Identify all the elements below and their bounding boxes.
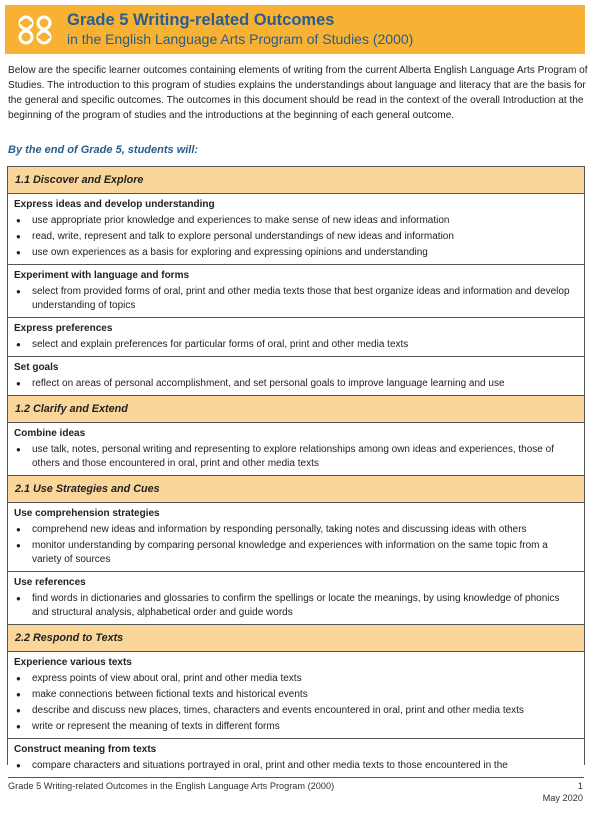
outcome-group: [8, 357, 584, 396]
outcome-bullet: [14, 443, 578, 471]
outcome-text: comprehend new ideas and information by responding personally, taking notes and discussing ideas with others: [32, 524, 527, 535]
bullet-icon: ●: [16, 690, 21, 699]
outcome-text: select and explain preferences for particular forms of oral, print and other media texts: [32, 339, 409, 350]
outcome-bullet: [14, 230, 578, 244]
outcome-group: [8, 423, 584, 476]
page-title: Grade 5 Writing-related Outcomes: [67, 11, 335, 29]
bullet-icon: ●: [16, 379, 21, 388]
bullet-icon: ●: [16, 706, 21, 715]
outcome-bullet: [14, 720, 578, 734]
footer-title: Grade 5 Writing-related Outcomes in the English Language Arts Program (2000): [8, 781, 335, 791]
outcome-text: monitor understanding by comparing personal knowledge and experiences with information on the same topic from a variety of sources: [32, 540, 548, 565]
intro-paragraph: Below are the specific learner outcomes containing elements of writing from the current Alberta English Language Arts Program of Studies. The introduction to this program of studies explains the understandings about language and literacy that are the basis for the general and specific outcomes. The outcomes in this document should be read in the context of the overall Introduction at the beginning of the program of studies and the introductions at the beginning of each general outcome.: [8, 65, 588, 121]
outcome-bullet: [14, 759, 578, 773]
outcome-text: make connections between fictional texts and historical events: [32, 689, 308, 700]
bullet-icon: ●: [16, 541, 21, 550]
outcome-text: use own experiences as a basis for exploring and expressing opinions and understanding: [32, 247, 428, 258]
section-heading: 1.1 Discover and Explore: [8, 167, 584, 194]
outcome-text: express points of view about oral, print and other media texts: [32, 673, 302, 684]
footer-date: May 2020: [542, 793, 583, 803]
outcome-group-title: Experiment with language and forms: [14, 270, 190, 281]
outcome-group: [8, 739, 584, 778]
bullet-icon: ●: [16, 232, 21, 241]
outcome-text: read, write, represent and talk to explore personal understandings of new ideas and information: [32, 231, 454, 242]
outcome-text: find words in dictionaries and glossaries to confirm the spellings or locate the meanings, by using knowledge of phonics and structural analysis, alphabetical order and guide words: [32, 593, 560, 618]
bullet-icon: ●: [16, 761, 21, 770]
outcome-bullet: [14, 672, 578, 686]
page-subtitle: in the English Language Arts Program of Studies (2000): [67, 31, 414, 47]
outcome-bullet: [14, 285, 578, 313]
outcome-bullet: [14, 377, 578, 391]
outcome-group: [8, 503, 584, 572]
outcome-group: [8, 572, 584, 625]
outcome-bullet: [14, 214, 578, 228]
outcome-text: use appropriate prior knowledge and experiences to make sense of new ideas and information: [32, 215, 450, 226]
bullet-icon: ●: [16, 340, 21, 349]
outcome-bullet: [14, 688, 578, 702]
bullet-icon: ●: [16, 525, 21, 534]
bullet-icon: ●: [16, 722, 21, 731]
bullet-icon: ●: [16, 216, 21, 225]
bullet-icon: ●: [16, 445, 21, 454]
outcome-bullet: [14, 592, 578, 620]
outcome-bullet: [14, 704, 578, 718]
outcome-text: describe and discuss new places, times, characters and events encountered in oral, print and other media texts: [32, 705, 524, 716]
alberta-education-logo-icon: [15, 10, 55, 50]
outcome-text: compare characters and situations portrayed in oral, print and other media texts to those encountered in the: [32, 760, 508, 771]
bullet-icon: ●: [16, 674, 21, 683]
outcome-bullet: [14, 246, 578, 260]
outcome-group: [8, 265, 584, 318]
outcome-group-title: Use references: [14, 577, 86, 588]
section-heading: 2.1 Use Strategies and Cues: [8, 476, 584, 503]
outcome-text: use talk, notes, personal writing and representing to explore relationships among own ideas and experiences, those of others and those encountered in oral, print and other media texts: [32, 444, 554, 469]
outcome-group-title: Set goals: [14, 362, 59, 373]
section-heading: 2.2 Respond to Texts: [8, 625, 584, 652]
outcome-group-title: Combine ideas: [14, 428, 86, 439]
outcome-group-title: Experience various texts: [14, 657, 132, 668]
bullet-icon: ●: [16, 248, 21, 257]
by-end-label: By the end of Grade 5, students will:: [8, 144, 199, 156]
bullet-icon: ●: [16, 287, 21, 296]
outcome-group-title: Express preferences: [14, 323, 113, 334]
header-banner: [5, 5, 585, 54]
outcome-group-title: Construct meaning from texts: [14, 744, 157, 755]
outcomes-table: [7, 166, 585, 771]
outcome-text: write or represent the meaning of texts in different forms: [32, 721, 280, 732]
outcome-group: [8, 194, 584, 265]
section-heading: 1.2 Clarify and Extend: [8, 396, 584, 423]
outcome-bullet: [14, 539, 578, 567]
outcome-text: select from provided forms of oral, print and other media texts those that best organize ideas and information and develop understanding of topics: [32, 286, 570, 311]
outcome-bullet: [14, 523, 578, 537]
outcome-text: reflect on areas of personal accomplishment, and set personal goals to improve language learning and use: [32, 378, 505, 389]
outcome-group: [8, 318, 584, 357]
footer-right: [543, 780, 583, 804]
outcome-group-title: Use comprehension strategies: [14, 508, 160, 519]
outcome-group-title: Express ideas and develop understanding: [14, 199, 215, 210]
bullet-icon: ●: [16, 594, 21, 603]
outcome-group: [8, 652, 584, 739]
page-number: 1: [577, 781, 583, 791]
outcome-bullet: [14, 338, 578, 352]
